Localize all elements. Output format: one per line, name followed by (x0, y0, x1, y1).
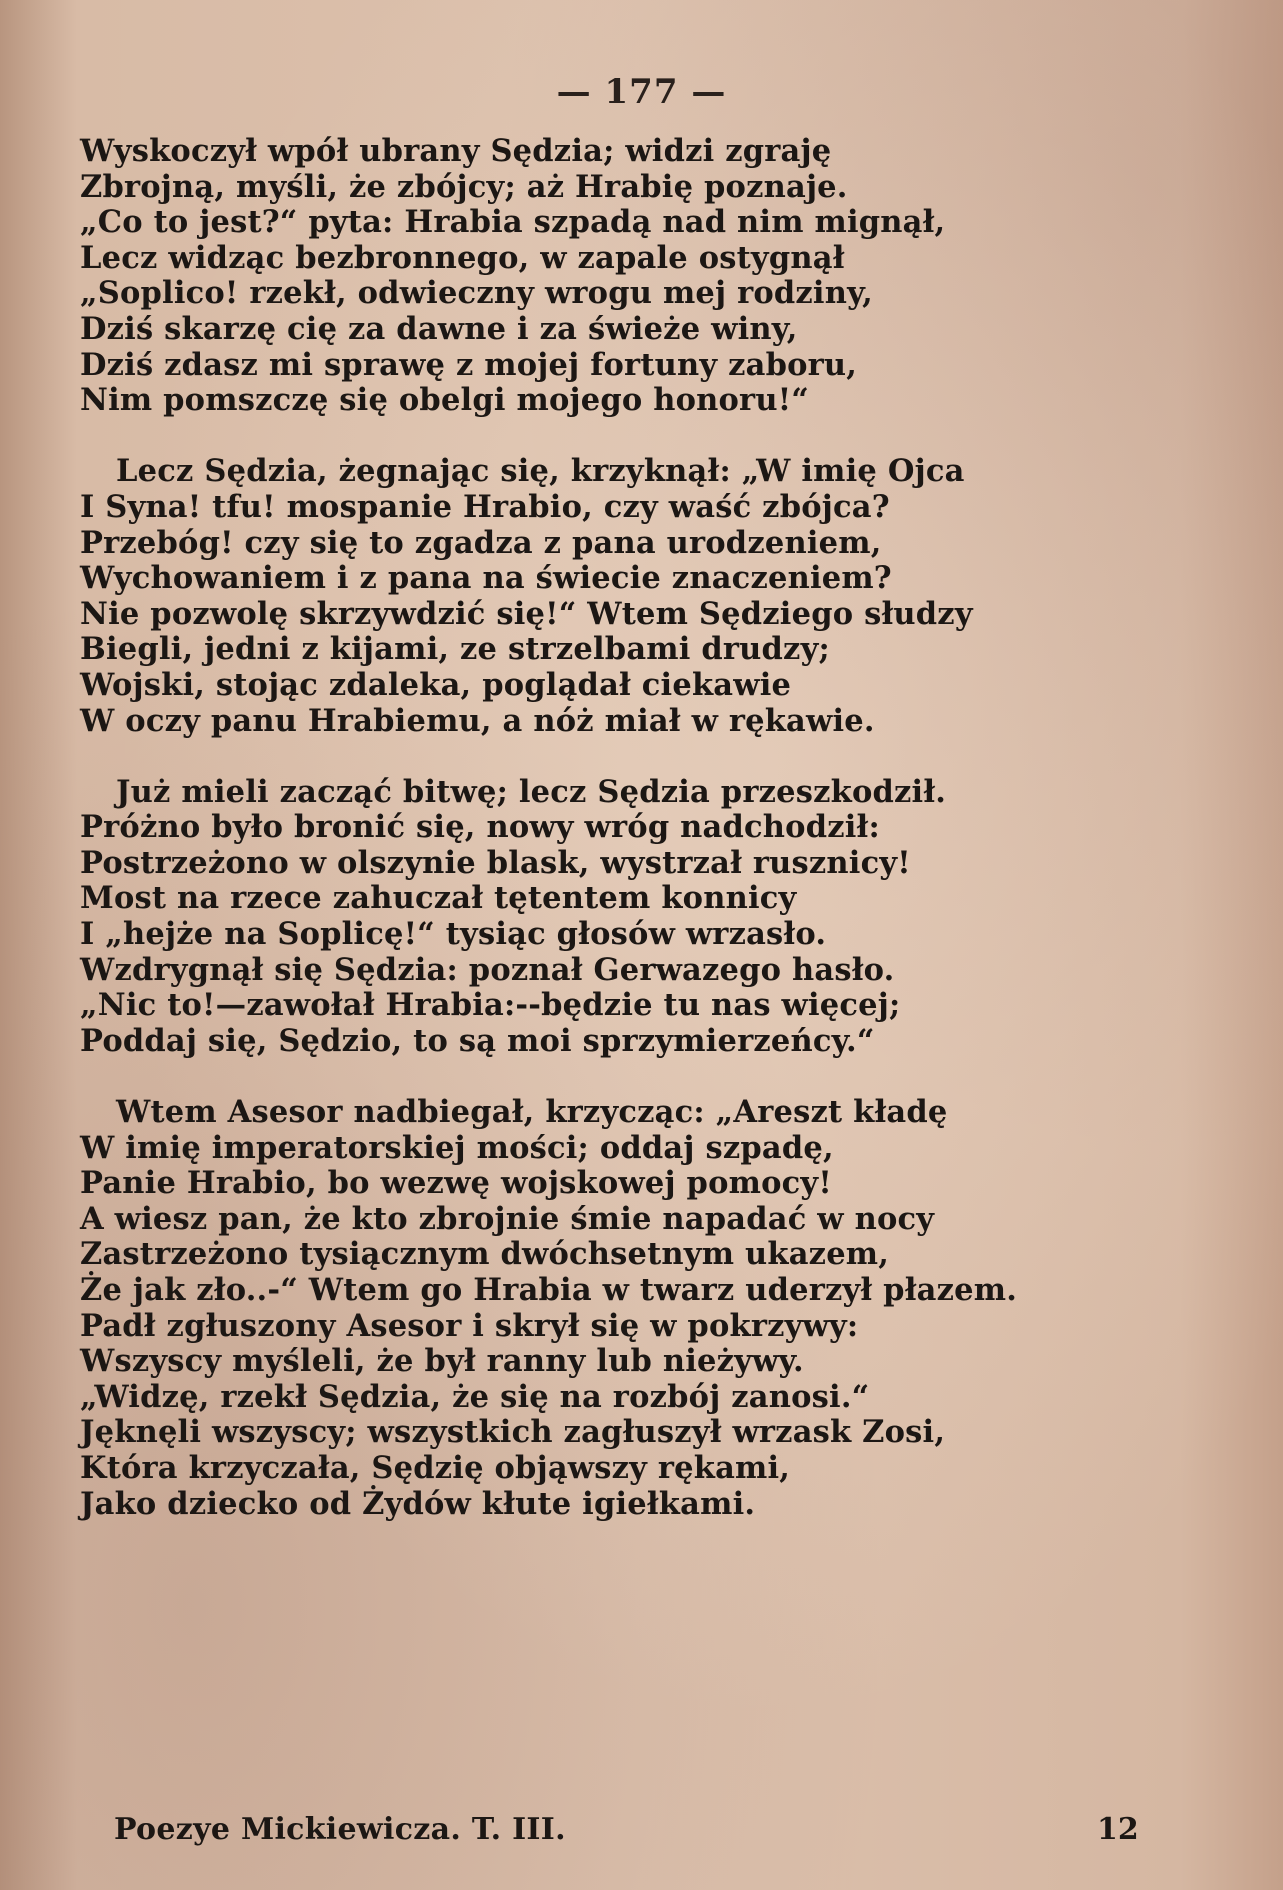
poem-text (80, 134, 1210, 1522)
verse-line: A wiesz pan, że kto zbrojnie śmie napadać w nocy (80, 1200, 935, 1237)
verse-line: Zbrojną, myśli, że zbójcy; aż Hrabię poznaje. (80, 168, 848, 205)
verse-line: „Nic to!—zawołał Hrabia:--będzie tu nas więcej; (80, 987, 901, 1024)
verse-line: Zastrzeżono tysiącznym dwóchsetnym ukazem, (80, 1236, 890, 1273)
verse-line: „Soplico! rzekł, odwieczny wrogu mej rodziny, (80, 275, 873, 312)
page-number: — 177 — (556, 72, 727, 112)
verse-line: I Syna! tfu! mospanie Hrabio, czy waść zbójca? (80, 488, 890, 525)
stanza-4 (80, 1095, 1210, 1522)
verse-line: Postrzeżono w olszynie blask, wystrzał rusznicy! (80, 844, 911, 881)
stanza-3 (80, 775, 1210, 1060)
verse-line: Jęknęli wszyscy; wszystkich zagłuszył wrzask Zosi, (80, 1414, 946, 1451)
verse-line: W imię imperatorskiej mości; oddaj szpadę, (80, 1129, 834, 1166)
verse-line: Wtem Asesor nadbiegał, krzycząc: „Areszt kładę (116, 1094, 948, 1131)
verse-line: Most na rzece zahuczał tętentem konnicy (80, 880, 797, 917)
footer-book-title: Poezye Mickiewicza. T. III. (114, 1812, 566, 1847)
stanza-2 (80, 454, 1210, 739)
verse-line: Już mieli zacząć bitwę; lecz Sędzia przeszkodził. (116, 773, 947, 810)
verse-line: Jako dziecko od Żydów kłute igiełkami. (80, 1485, 756, 1522)
verse-line: Wychowaniem i z pana na świecie znaczeniem? (80, 560, 892, 597)
verse-line: Wszyscy myśleli, że był ranny lub nieżywy. (80, 1343, 804, 1380)
verse-line: Nie pozwolę skrzywdzić się!“ Wtem Sędziego słudzy (80, 595, 973, 632)
verse-line: Dziś skarzę cię za dawne i za świeże winy, (80, 310, 798, 347)
verse-line: „Widzę, rzekł Sędzia, że się na rozbój zanosi.“ (80, 1378, 870, 1415)
verse-line: Próżno było bronić się, nowy wróg nadchodził: (80, 809, 880, 846)
verse-line: Lecz widząc bezbronnego, w zapale ostygnął (80, 239, 845, 276)
verse-line: W oczy panu Hrabiemu, a nóż miał w rękawie. (80, 702, 875, 739)
verse-line: Która krzyczała, Sędzię objąwszy rękami, (80, 1449, 791, 1486)
verse-line: Lecz Sędzia, żegnając się, krzyknął: „W imię Ojca (116, 453, 965, 490)
verse-line: Że jak zło..-“ Wtem go Hrabia w twarz uderzył płazem. (80, 1272, 1018, 1308)
verse-line: „Co to jest?“ pyta: Hrabia szpadą nad nim mignął, (80, 204, 946, 241)
verse-line: Nim pomszczę się obelgi mojego honoru!“ (80, 382, 810, 419)
verse-line: Dziś zdasz mi sprawę z mojej fortuny zaboru, (80, 346, 858, 383)
verse-line: Poddaj się, Sędzio, to są moi sprzymierzeńcy.“ (80, 1022, 875, 1059)
footer-signature-mark: 12 (1097, 1812, 1139, 1847)
stanza-1 (80, 134, 1210, 419)
verse-line: Padł zgłuszony Asesor i skrył się w pokrzywy: (80, 1307, 859, 1344)
verse-line: Wzdrygnął się Sędzia: poznał Gerwazego hasło. (80, 951, 895, 988)
verse-line: Biegli, jedni z kijami, ze strzelbami drudzy; (80, 631, 830, 668)
verse-line: Wyskoczył wpół ubrany Sędzia; widzi zgraję (80, 133, 832, 169)
verse-line: Przebóg! czy się to zgadza z pana urodzeniem, (80, 524, 882, 561)
verse-line: Wojski, stojąc zdaleka, poglądał ciekawie (80, 666, 792, 703)
verse-line: I „hejże na Soplicę!“ tysiąc głosów wrzasło. (80, 916, 827, 953)
verse-line: Panie Hrabio, bo wezwę wojskowej pomocy! (80, 1165, 832, 1202)
